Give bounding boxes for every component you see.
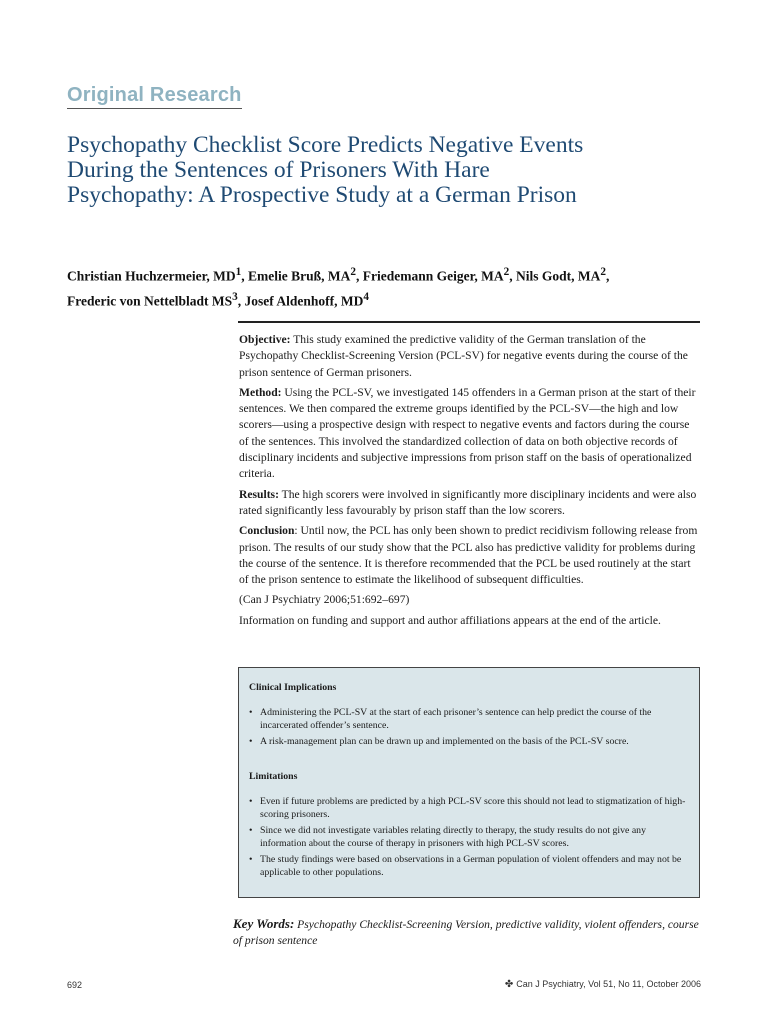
article-title [67,133,727,208]
author-name: , Josef Aldenhoff, MD [237,293,364,308]
limitations-list [249,795,689,879]
objective-text: This study examined the predictive validity of the German translation of the Psychopathy Checklist-Screening Version (PCL-SV) for negative events during the course of the prison sentence of German prisoners. [239,333,688,379]
bullet-icon: • [249,796,253,807]
abstract-method [239,385,701,483]
list-item [249,795,689,821]
author-list [67,262,727,311]
journal-footer [505,979,701,990]
affiliation-marker: 2 [350,266,356,278]
abstract-rule [238,321,700,323]
key-words-text: Psychopathy Checklist-Screening Version, predictive validity, violent offenders, course of prison sentence [233,918,699,947]
method-label: Method: [239,385,282,399]
abstract-citation: (Can J Psychiatry 2006;51:692–697) [239,593,410,607]
maple-leaf-icon: ✤ [504,979,514,990]
journal-citation: Can J Psychiatry, Vol 51, No 11, October 2006 [516,979,701,989]
abstract [239,332,701,633]
list-item-text: Even if future problems are predicted by a high PCL-SV score this should not lead to stigmatization of high-scoring prisoners. [260,796,686,820]
author-line [67,262,727,287]
limitations-heading: Limitations [249,771,298,782]
key-words-label: Key Words: [233,916,295,931]
method-text: Using the PCL-SV, we investigated 145 offenders in a German prison at the start of their sentences. We then compared the extreme groups identified by the PCL-SV—the high and low scorers—using a prospective design with respect to negative events and factors during the course of the sentences. This involved the standardized collection of data on both objective records of disciplinary incidents and subjective impressions from prison staff on the basis of operationalized criteria. [239,385,696,481]
list-item-text: Since we did not investigate variables relating directly to therapy, the study results do not give any information about the course of therapy in prisoners with high PCL-SV scores. [260,825,646,849]
clinical-implications-list [249,706,689,748]
list-item [249,735,689,748]
author-name: Frederic von Nettelbladt MS [67,293,233,308]
bullet-icon: • [249,707,253,718]
affiliation-marker: 3 [232,290,238,303]
conclusion-label: Conclusion [239,524,295,538]
key-words [233,916,703,948]
abstract-objective [239,332,701,381]
title-line: Psychopathy Checklist Score Predicts Negative Events [67,132,584,158]
bullet-icon: • [249,736,253,747]
abstract-info: Information on funding and support and author affiliations appears at the end of the article. [239,613,661,627]
list-item-text: The study findings were based on observations in a German population of violent offenders and may not be applicable to other populations. [260,854,682,878]
author-line [67,287,727,312]
clinical-implications-heading: Clinical Implications [249,682,337,693]
author-name: , Nils Godt, MA [509,268,601,284]
objective-label: Objective: [239,333,291,346]
page-number: 692 [67,980,83,990]
abstract-conclusion [239,523,701,588]
author-name: , Emelie Bruß, MA [241,268,351,284]
bullet-icon: • [249,854,253,865]
conclusion-text: : Until now, the PCL has only been shown to predict recidivism following release from prison. The results of our study show that the PCL also has predictive validity for problems during the course of the sentence. It is therefore recommended that the PCL be used routinely at the start of the prison sentence to estimate the likelihood of subsequent difficulties. [239,524,698,587]
section-label: Original Research [67,84,242,109]
author-name: , Friedemann Geiger, MA [355,268,504,284]
affiliation-marker: 4 [363,290,369,303]
affiliation-marker: 1 [235,266,242,278]
list-item [249,706,689,732]
title-line: Psychopathy: A Prospective Study at a German Prison [67,182,577,208]
results-text: The high scorers were involved in significantly more disciplinary incidents and were also rated significantly less favourably by prison staff than the low scorers. [239,487,697,517]
list-item-text: A risk-management plan can be drawn up and implemented on the basis of the PCL-SV socre. [260,736,629,747]
title-line: During the Sentences of Prisoners With Hare [67,157,490,183]
affiliation-marker: 2 [600,266,606,278]
author-name: Christian Huchzermeier, MD [67,268,236,284]
abstract-results [239,487,701,520]
results-label: Results: [239,487,279,501]
list-item [249,824,689,850]
author-separator: , [605,268,610,284]
bullet-icon: • [249,825,253,836]
implications-box [238,667,700,898]
affiliation-marker: 2 [503,266,510,278]
list-item [249,853,689,879]
list-item-text: Administering the PCL-SV at the start of each prisoner’s sentence can help predict the course of the incarcerated offender’s sentence. [260,707,652,731]
